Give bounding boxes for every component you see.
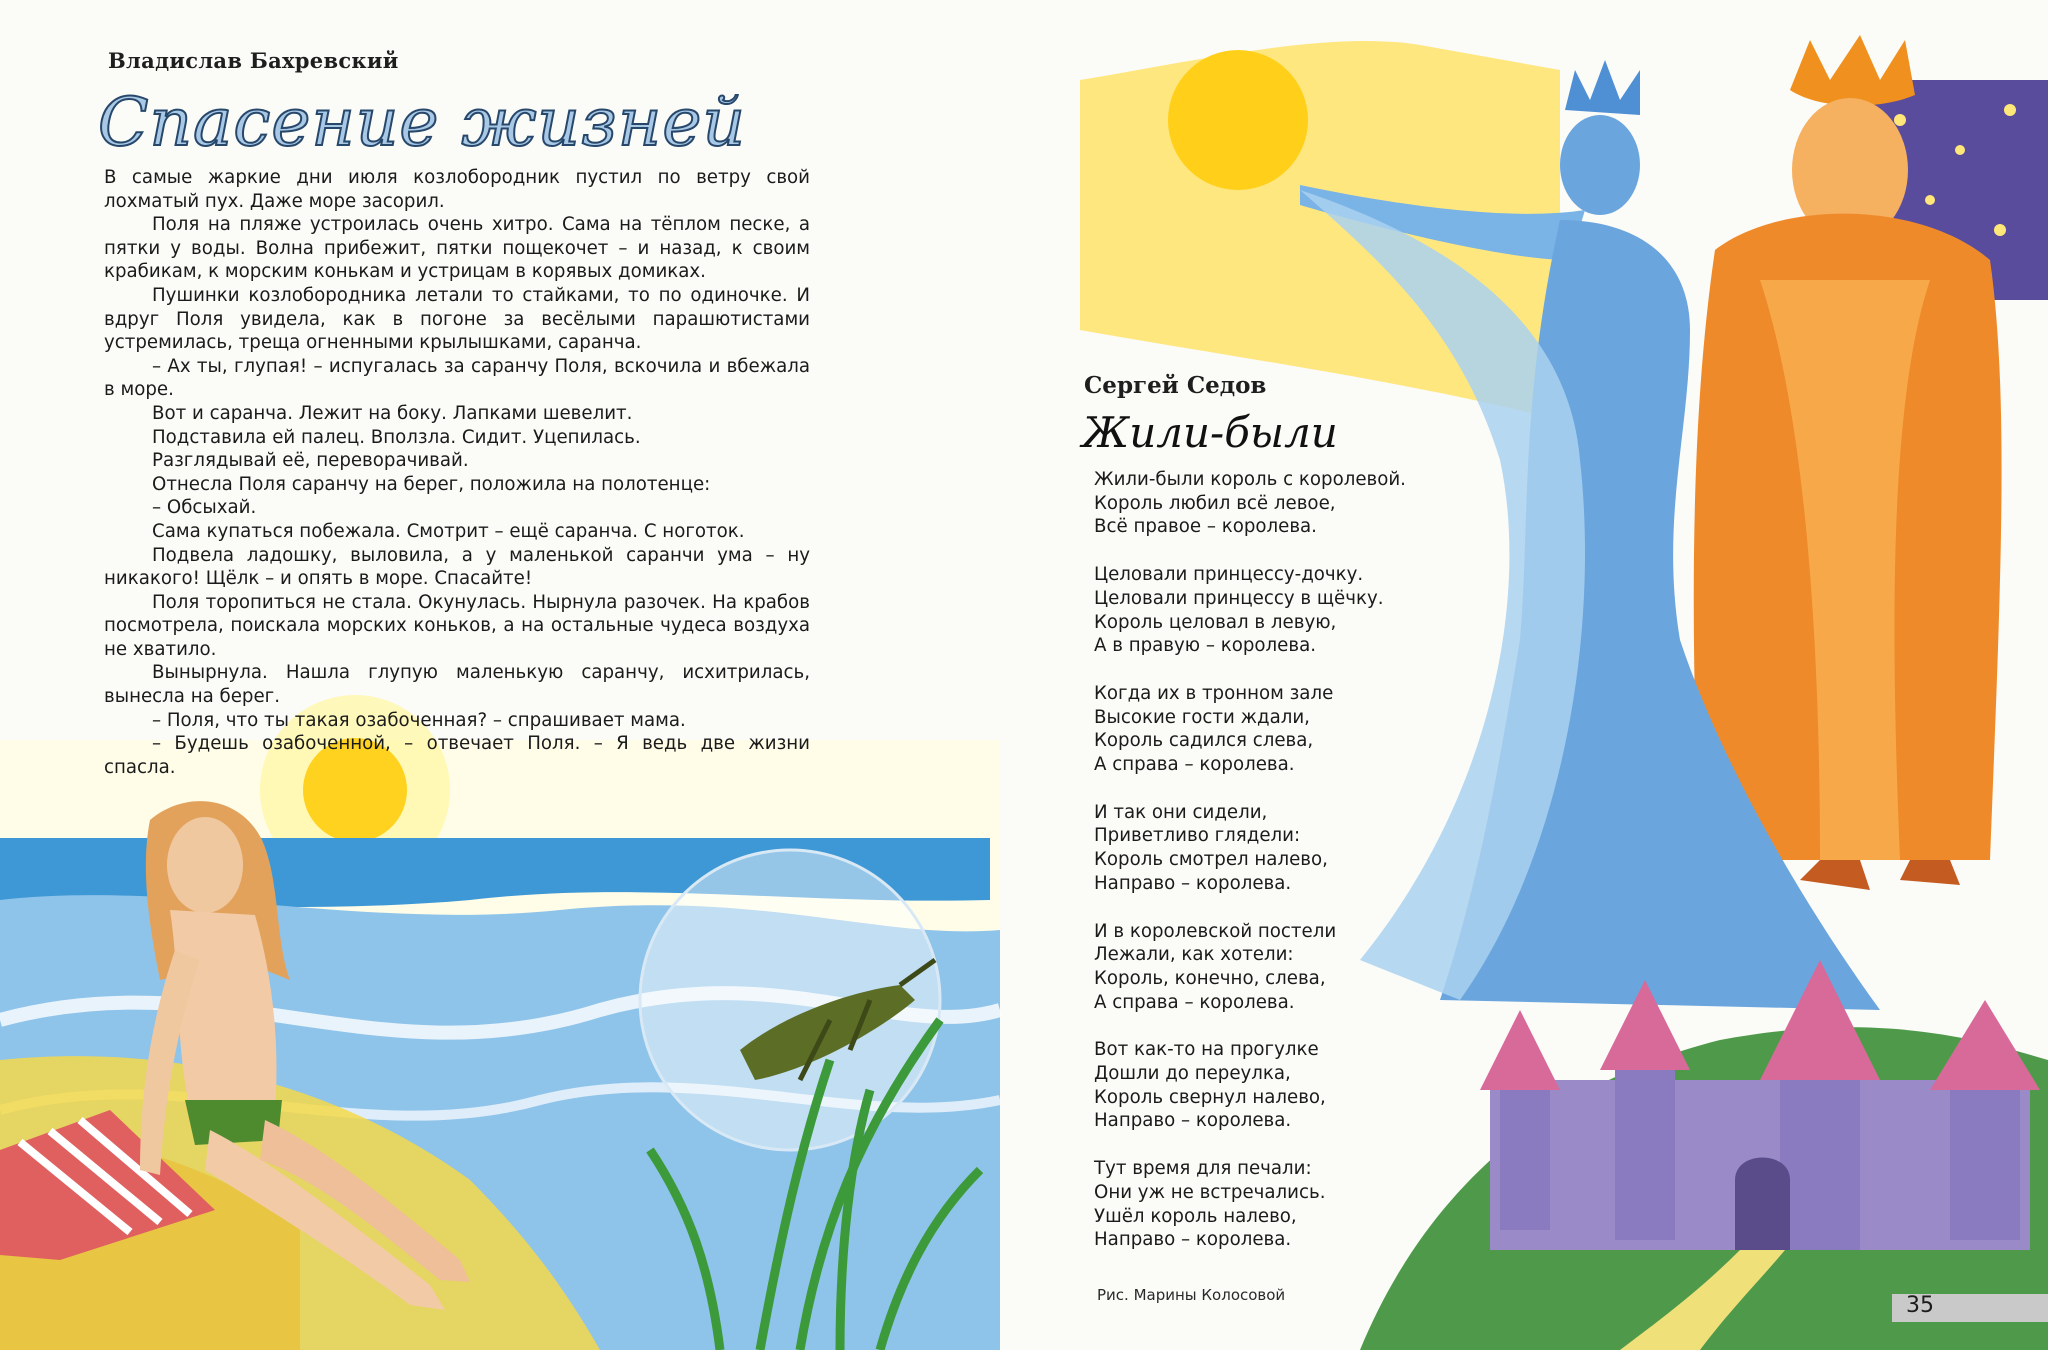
poem-line: Высокие гости ждали, bbox=[1094, 706, 1310, 728]
poem-line: Направо – королева. bbox=[1094, 1110, 1292, 1132]
poem-title: Жили-были bbox=[1082, 408, 1338, 457]
story-paragraph: Подвела ладошку, выловила, а у маленькой саранчи ума – ну никакого! Щёлк – и опять в море. Спасайте! bbox=[104, 544, 810, 590]
story-paragraph: Сама купаться побежала. Смотрит – ещё саранча. С ноготок. bbox=[152, 520, 745, 542]
poem-line: И в королевской постели bbox=[1094, 920, 1337, 942]
poem-line: Король любил всё левое, bbox=[1094, 492, 1336, 514]
poem-stanza bbox=[1094, 563, 1406, 658]
poem-line: Лежали, как хотели: bbox=[1094, 944, 1294, 966]
poem-line: Приветливо глядели: bbox=[1094, 825, 1301, 847]
story-paragraph: Разглядывай её, переворачивай. bbox=[152, 450, 469, 472]
poem-line: А справа – королева. bbox=[1094, 991, 1295, 1013]
poem-line: Король целовал в левую, bbox=[1094, 611, 1337, 633]
story-title: Спасение жизней bbox=[98, 84, 746, 161]
story-paragraph: В самые жаркие дни июля козлобородник пустил по ветру свой лохматый пух. Даже море засорил. bbox=[104, 167, 810, 212]
story-paragraph: Вот и саранча. Лежит на боку. Лапками шевелит. bbox=[152, 402, 633, 424]
poem-line: Направо – королева. bbox=[1094, 872, 1292, 894]
poem-line: А в правую – королева. bbox=[1094, 635, 1316, 657]
poem-line: Они уж не встречались. bbox=[1094, 1181, 1326, 1203]
poem-line: Тут время для печали: bbox=[1094, 1158, 1312, 1180]
poem-line: Всё правое – королева. bbox=[1094, 516, 1317, 538]
story-paragraph: Подставила ей палец. Вползла. Сидит. Уцепилась. bbox=[152, 426, 641, 448]
story-paragraph: – Обсыхай. bbox=[152, 497, 257, 519]
story-author: Владислав Бахревский bbox=[108, 48, 399, 73]
poem-stanza bbox=[1094, 1038, 1406, 1133]
castle bbox=[1360, 960, 2048, 1350]
page-number: 35 bbox=[1906, 1293, 1934, 1318]
poem-line: Король, конечно, слева, bbox=[1094, 967, 1326, 989]
poem-stanza bbox=[1094, 801, 1406, 896]
poem-line: Король садился слева, bbox=[1094, 730, 1314, 752]
story-paragraph: – Ах ты, глупая! – испугалась за саранчу Поля, вскочила и вбежала в море. bbox=[104, 355, 810, 401]
poem-line: Ушёл король налево, bbox=[1094, 1205, 1297, 1227]
poem-line: Дошли до переулка, bbox=[1094, 1063, 1291, 1085]
poem-stanza bbox=[1094, 1157, 1406, 1252]
poem-author: Сергей Седов bbox=[1084, 372, 1267, 399]
poem-line: А справа – королева. bbox=[1094, 754, 1295, 776]
poem-stanza bbox=[1094, 920, 1406, 1015]
story-paragraph: Пушинки козлобородника летали то стайками, то по одиночке. И вдруг Поля увидела, как в погоне за весёлыми парашютистами устремилась, треща огненными крылышками, саранча. bbox=[104, 284, 810, 354]
beach-illustration bbox=[0, 695, 1000, 1350]
poem-line: Направо – королева. bbox=[1094, 1229, 1292, 1251]
poem-line: Когда их в тронном зале bbox=[1094, 682, 1334, 704]
poem-line: Целовали принцессу-дочку. bbox=[1094, 564, 1364, 586]
poem-stanza bbox=[1094, 682, 1406, 777]
poem-stanza bbox=[1094, 468, 1406, 539]
poem-line: Целовали принцессу в щёчку. bbox=[1094, 587, 1384, 609]
poem-line: Король смотрел налево, bbox=[1094, 849, 1328, 871]
story-paragraph: – Будешь озабоченной, – отвечает Поля. – Я ведь две жизни спасла. bbox=[104, 733, 810, 778]
poem-line: Король свернул налево, bbox=[1094, 1086, 1326, 1108]
story-text bbox=[104, 166, 810, 779]
illustration-credit: Рис. Марины Колосовой bbox=[1097, 1286, 1286, 1304]
poem-text bbox=[1094, 468, 1406, 1276]
sun bbox=[1168, 50, 1308, 190]
story-paragraph: Поля торопиться не стала. Окунулась. Нырнула разочек. На крабов посмотрела, поискала морских коньков, а на остальные чудеса воздуха не хватило. bbox=[104, 591, 810, 660]
story-paragraph: Отнесла Поля саранчу на берег, положила на полотенце: bbox=[152, 473, 711, 495]
story-paragraph: Вынырнула. Нашла глупую маленькую саранчу, исхитрилась, вынесла на берег. bbox=[104, 662, 810, 708]
poem-line: Жили-были король с королевой. bbox=[1094, 469, 1406, 490]
story-paragraph: – Поля, что ты такая озабоченная? – спрашивает мама. bbox=[152, 709, 686, 731]
poem-line: И так они сидели, bbox=[1094, 801, 1268, 823]
poem-line: Вот как-то на прогулке bbox=[1094, 1039, 1319, 1061]
story-paragraph: Поля на пляже устроилась очень хитро. Сама на тёплом песке, а пятки у воды. Волна прибежит, пятки пощекочет – и назад, к своим крабикам, к морским конькам и устрицам в корявых домиках. bbox=[104, 214, 810, 283]
